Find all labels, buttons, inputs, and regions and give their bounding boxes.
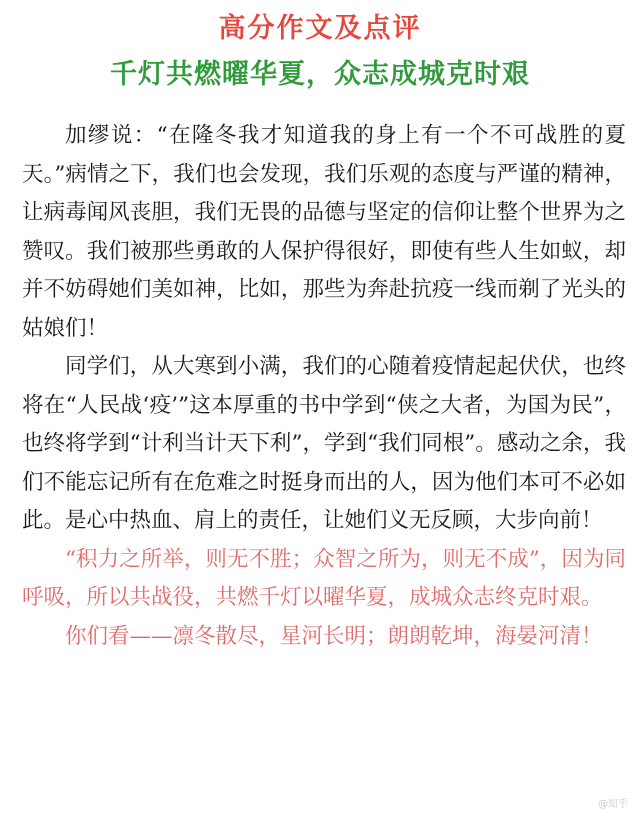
page-title: 高分作文及点评 — [218, 13, 422, 44]
essay-body — [22, 117, 626, 656]
paragraph-1: 加缪说：“在隆冬我才知道我的身上有一个不可战胜的夏天。”病情之下，我们也会发现，我们乐观的态度与严谨的精神，让病毒闻风丧胆，我们无畏的品德与坚定的信仰让整个世界为之赞叹。我们被那些勇敢的人保护得很好，即使有些人生如蚁，却并不妨碍她们美如神，比如，那些为奔赴抗疫一线而剃了光头的姑娘们！ — [22, 123, 626, 341]
paragraph-2: 同学们，从大寒到小满，我们的心随着疫情起起伏伏，也终将在“人民战‘疫’”这本厚重的书中学到“侠之大者，为国为民”，也终将学到“计利当计天下利”，学到“我们同根”。感动之余，我们不能忘记所有在危难之时挺身而出的人，因为他们本可不必如此。是心中热血、肩上的责任，让她们义无反顾，大步向前！ — [22, 354, 626, 533]
watermark: @知乎 — [598, 799, 628, 810]
paragraph-4-quote: 你们看——凛冬散尽，星河长明；朗朗乾坤，海晏河清！ — [65, 623, 603, 649]
page-subtitle: 千灯共燃曜华夏，众志成城克时艰 — [110, 59, 530, 90]
paragraph-3-quote: “积力之所举，则无不胜；众智之所为，则无不成”，因为同呼吸，所以共战役，共燃千灯以曜华夏，成城众志终克时艰。 — [22, 546, 626, 610]
